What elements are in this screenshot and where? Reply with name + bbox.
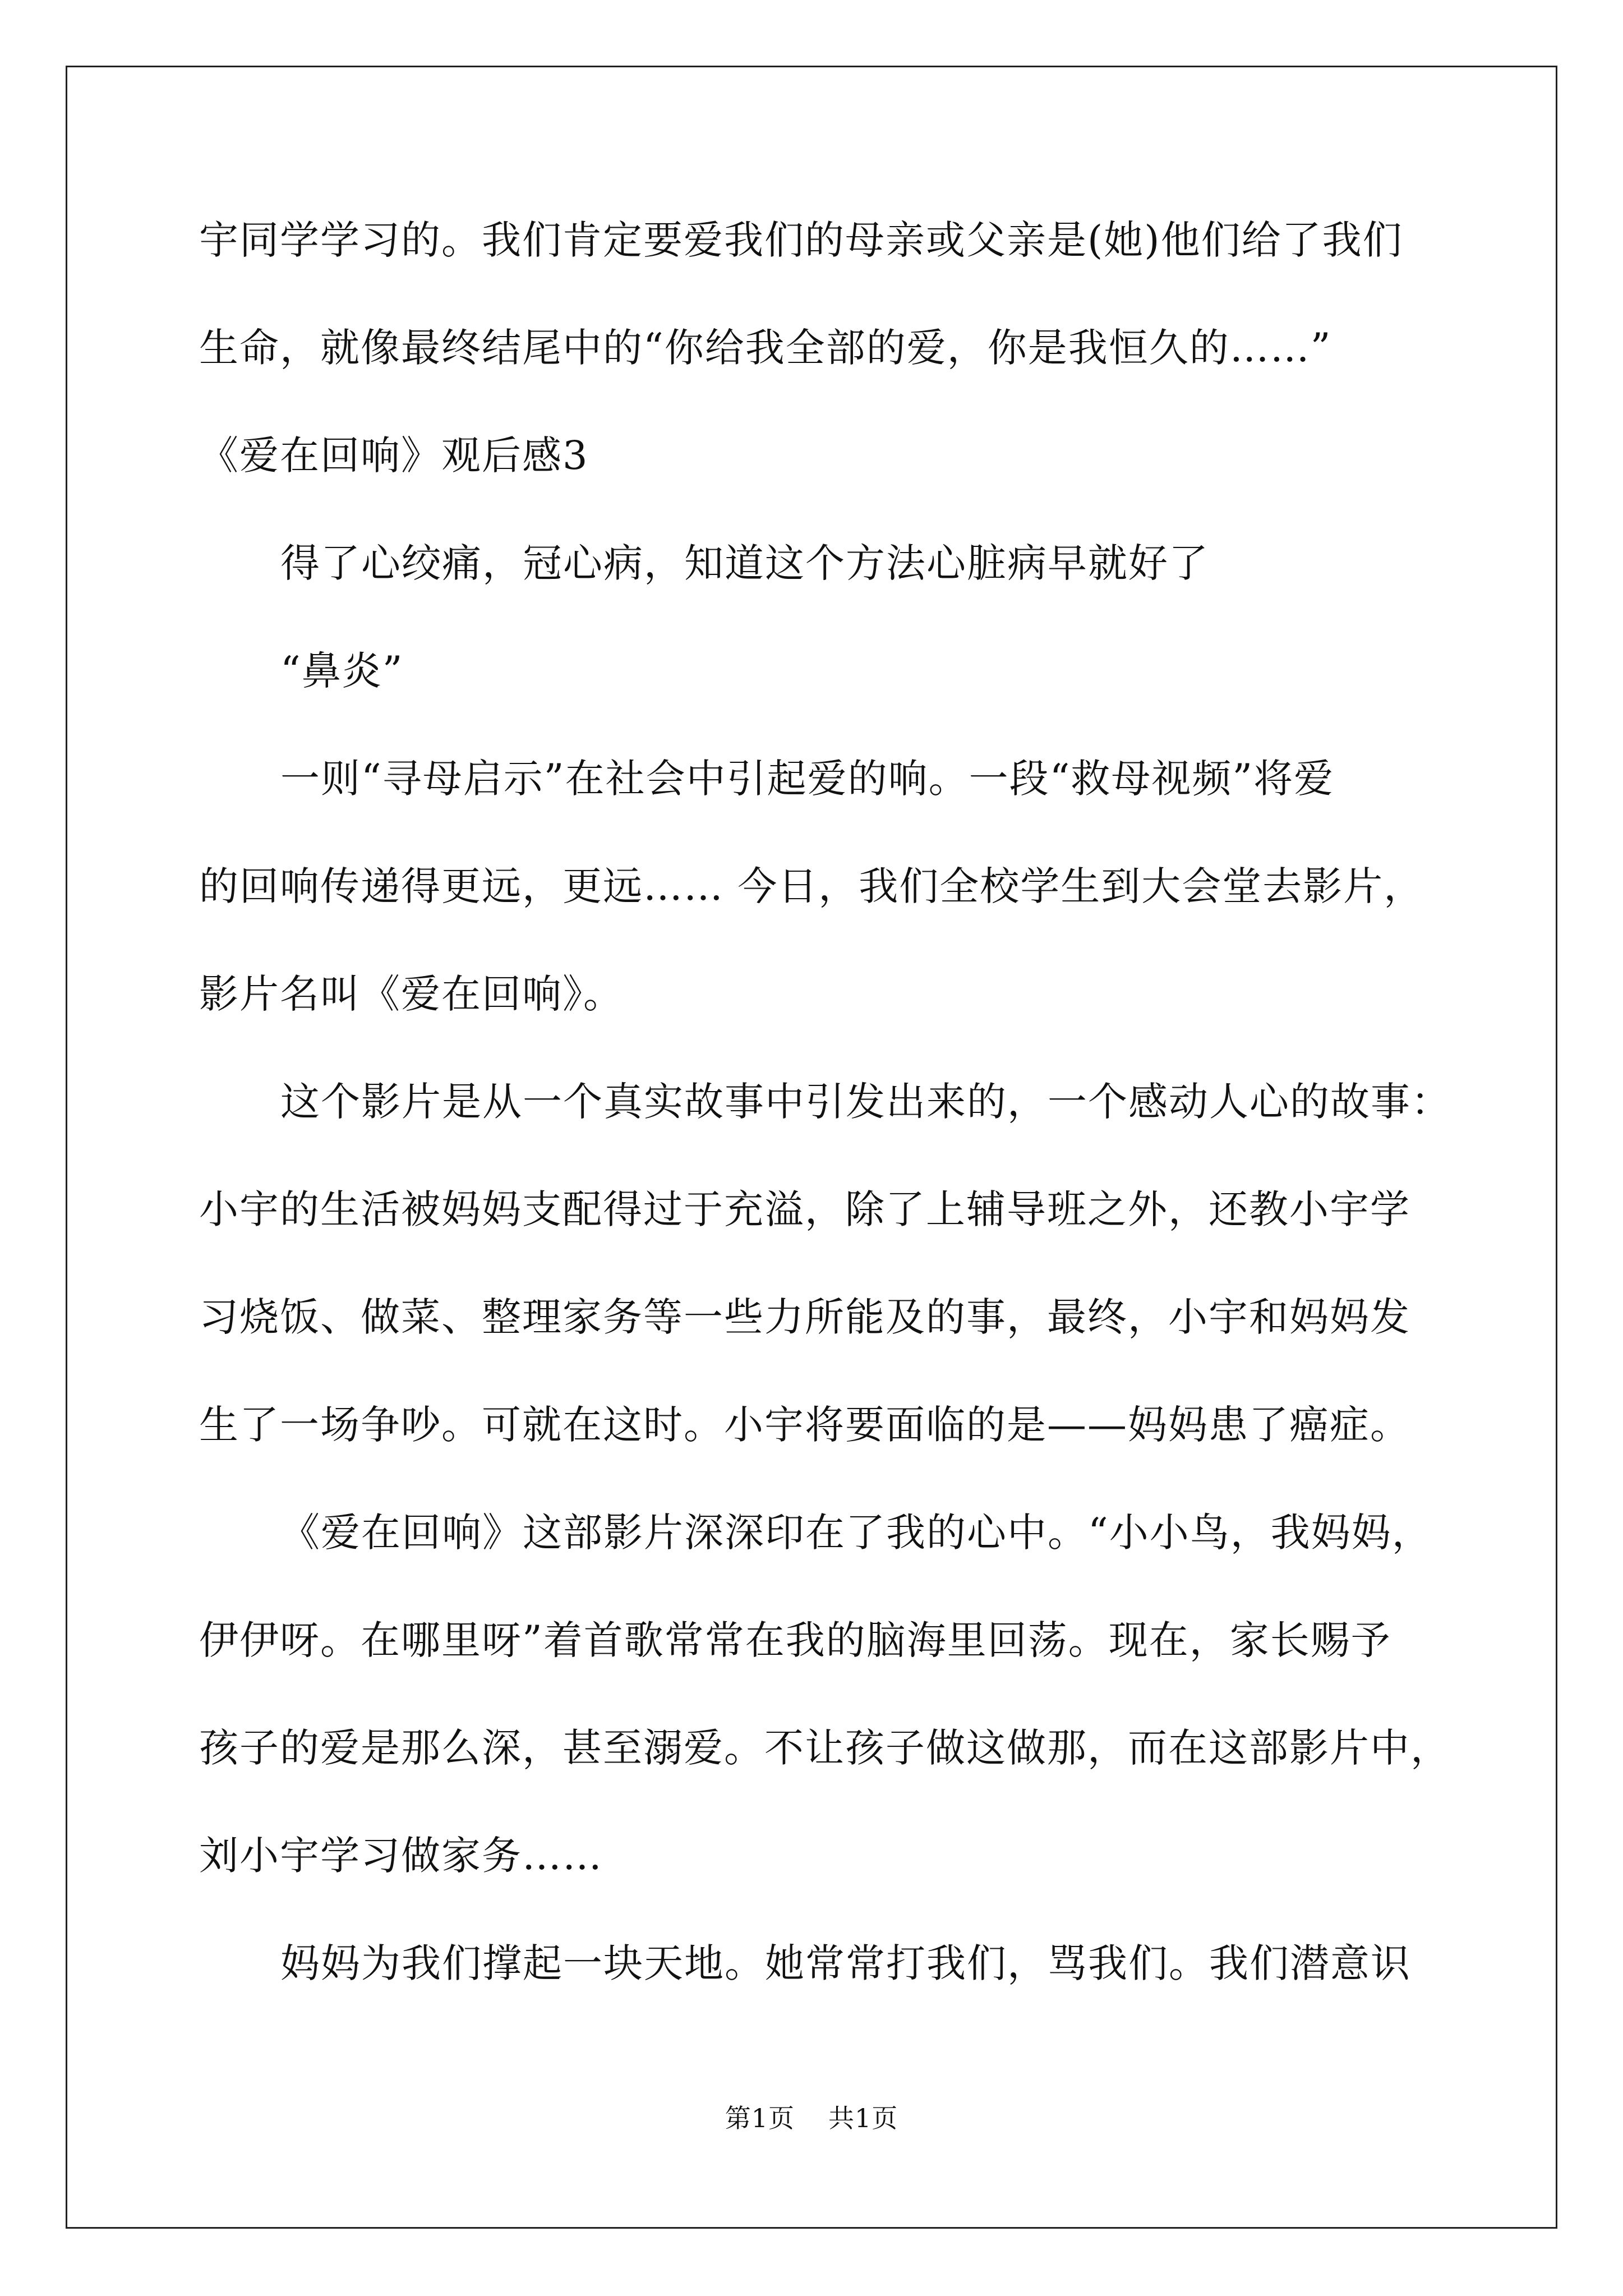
paragraph-line: 习烧饭、做菜、整理家务等一些力所能及的事，最终，小宇和妈妈发 [199,1294,1410,1340]
paragraph-line: 生了一场争吵。可就在这时。小宇将要面临的是——妈妈患了癌症。 [199,1402,1410,1448]
paragraph-line: 妈妈为我们撑起一块天地。她常常打我们，骂我们。我们潜意识 [280,1940,1411,1986]
page-footer [0,2102,1623,2134]
paragraph-line: 影片名叫《爱在回响》。 [199,971,624,1017]
paragraph-line: 刘小宇学习做家务…… [199,1833,603,1879]
paragraph-line: 的回响传递得更远，更远…… 今日，我们全校学生到大会堂去影片， [199,863,1424,909]
paragraph-line: 这个影片是从一个真实故事中引发出来的，一个感动人心的故事： [280,1079,1451,1125]
paragraph-line: 孩子的爱是那么深，甚至溺爱。不让孩子做这做那，而在这部影片中， [199,1725,1451,1771]
document-body [199,213,1451,2044]
paragraph-line: 生命，就像最终结尾中的“你给我全部的爱，你是我恒久的……” [199,325,1332,371]
page-total: 共1页 [828,2103,898,2133]
page-number: 第1页 [725,2103,795,2133]
paragraph-line: 伊伊呀。在哪里呀”着首歌常常在我的脑海里回荡。现在，家长赐予 [199,1617,1391,1663]
paragraph-line: 得了心绞痛，冠心病，知道这个方法心脏病早就好了 [280,540,1209,586]
paragraph-line: “鼻炎” [280,648,404,694]
paragraph-line: 一则“寻母启示”在社会中引起爱的响。一段“救母视频”将爱 [280,756,1335,802]
paragraph-line: 小宇的生活被妈妈支配得过于充溢，除了上辅导班之外，还教小宇学 [199,1186,1410,1232]
paragraph-line: 宇同学学习的。我们肯定要爱我们的母亲或父亲是(她)他们给了我们 [199,217,1403,263]
paragraph-line: 《爱在回响》这部影片深深印在了我的心中。“小小鸟，我妈妈， [280,1510,1432,1556]
section-heading: 《爱在回响》观后感3 [199,432,589,478]
